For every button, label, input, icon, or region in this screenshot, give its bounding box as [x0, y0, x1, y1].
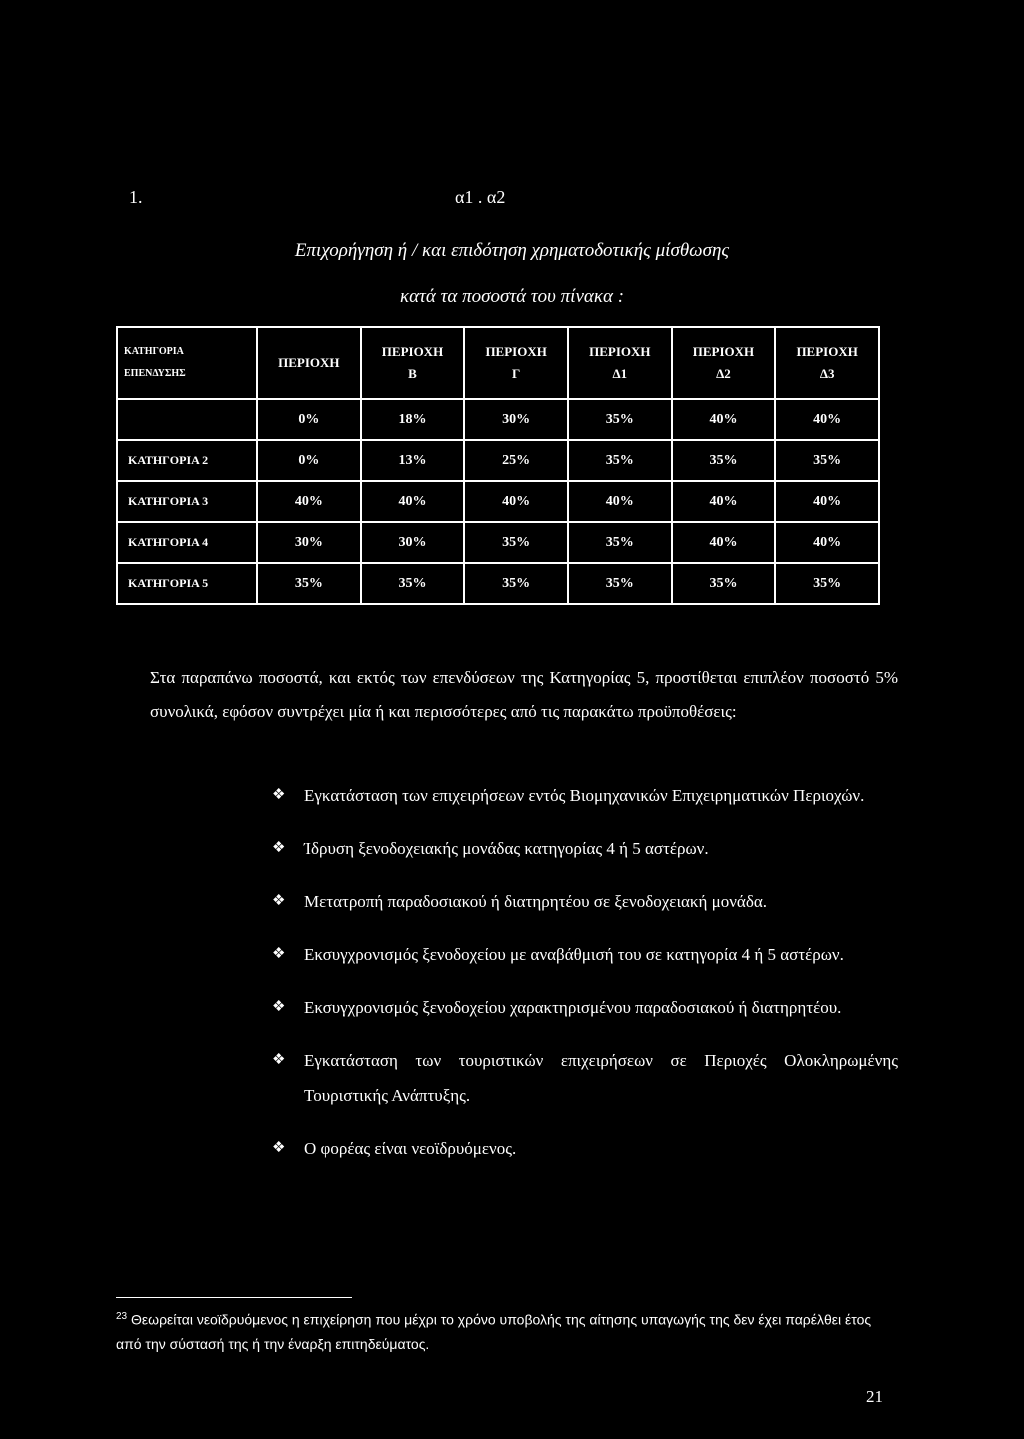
list-item-text: Εκσυγχρονισμός ξενοδοχείου με αναβάθμισή του σε κατηγορία 4 ή 5 αστέρων. [304, 945, 844, 964]
section-code: α1 . α2 [455, 187, 506, 207]
header-line2: Δ1 [612, 366, 628, 381]
header-line1: ΠΕΡΙΟΧΗ [381, 344, 444, 359]
table-row [117, 440, 879, 481]
table-row [117, 563, 879, 604]
header-line1: ΠΕΡΙΟΧΗ [692, 344, 755, 359]
rate-cell: 40% [672, 481, 776, 522]
rate-cell: 13% [361, 440, 465, 481]
rate-cell: 40% [672, 522, 776, 563]
header-line1: ΠΕΡΙΟΧΗ [796, 344, 858, 359]
list-item [272, 778, 898, 813]
header-cell [361, 327, 465, 399]
list-item [272, 1043, 898, 1113]
rate-cell: 35% [464, 563, 568, 604]
footnote-text: Θεωρείται νεοϊδρυόμενος η επιχείρηση που μέχρι το χρόνο υποβολής της αίτησης υπαγωγής της δεν έχει παρέλθει έτος από την σύστασή της ή την έναρξη επιτηδεύματος. [116, 1311, 872, 1352]
table-header-row [117, 327, 879, 399]
corner-header-line1: ΚΑΤΗΓΟΡΙΑ [124, 346, 184, 357]
list-item [272, 990, 898, 1025]
row-label: ΚΑΤΗΓΟΡΙΑ 2 [117, 440, 257, 481]
rate-cell: 30% [464, 399, 568, 440]
header-line1: ΠΕΡΙΟΧΗ [278, 355, 340, 370]
diamond-bullet-icon: ❖ [272, 840, 286, 856]
table-row [117, 522, 879, 563]
rate-cell: 35% [672, 440, 776, 481]
row-label: ΚΑΤΗΓΟΡΙΑ 5 [117, 563, 257, 604]
table-row [117, 399, 879, 440]
page-number: 21 [866, 1387, 883, 1406]
diamond-bullet-icon: ❖ [272, 999, 286, 1015]
header-cell [568, 327, 672, 399]
rate-cell: 40% [257, 481, 361, 522]
row-label: ΚΑΤΗΓΟΡΙΑ 4 [117, 522, 257, 563]
footnote [116, 1305, 876, 1356]
rate-cell: 40% [464, 481, 568, 522]
conditions-list [272, 778, 898, 1184]
rate-cell: 35% [568, 440, 672, 481]
list-item [272, 831, 898, 866]
diamond-bullet-icon: ❖ [272, 787, 286, 803]
header-line1: ΠΕΡΙΟΧΗ [485, 344, 547, 359]
corner-header-cell [117, 327, 257, 399]
section-number: 1. [129, 187, 143, 207]
header-line1: ΠΕΡΙΟΧΗ [589, 344, 651, 359]
rate-cell: 35% [568, 563, 672, 604]
list-item [272, 1131, 898, 1166]
footnote-divider [116, 1297, 352, 1298]
list-item-text: Ίδρυση ξενοδοχειακής μονάδας κατηγορίας 4 ή 5 αστέρων. [304, 839, 709, 858]
header-line2: Δ3 [819, 366, 835, 381]
header-cell [672, 327, 776, 399]
page-title: Επιχορήγηση ή / και επιδότηση χρηματοδοτικής μίσθωσης [294, 240, 730, 261]
rate-cell: 35% [568, 522, 672, 563]
rate-cell: 30% [361, 522, 465, 563]
table-row [117, 481, 879, 522]
rate-cell: 35% [775, 563, 879, 604]
rate-cell: 35% [672, 563, 776, 604]
rate-cell: 35% [464, 522, 568, 563]
rate-cell: 40% [672, 399, 776, 440]
rate-cell: 40% [775, 481, 879, 522]
row-label: ΚΑΤΗΓΟΡΙΑ 3 [117, 481, 257, 522]
row-label [117, 399, 257, 440]
header-line2: Γ [512, 366, 521, 381]
diamond-bullet-icon: ❖ [272, 946, 286, 962]
subsidy-rates-table [116, 326, 880, 605]
list-item [272, 884, 898, 919]
diamond-bullet-icon: ❖ [272, 893, 286, 909]
diamond-bullet-icon: ❖ [272, 1052, 286, 1068]
list-item-text: Μετατροπή παραδοσιακού ή διατηρητέου σε ξενοδοχειακή μονάδα. [304, 892, 768, 911]
diamond-bullet-icon: ❖ [272, 1140, 286, 1156]
rate-cell: 25% [464, 440, 568, 481]
rate-cell: 0% [257, 399, 361, 440]
corner-header-line2: ΕΠΕΝΔΥΣΗΣ [124, 368, 186, 379]
rate-cell: 40% [568, 481, 672, 522]
list-item-text: Ο φορέας είναι νεοϊδρυόμενος. [304, 1139, 517, 1158]
header-cell [257, 327, 361, 399]
header-line2: Δ2 [716, 366, 731, 381]
header-cell [775, 327, 879, 399]
list-item [272, 937, 898, 972]
rate-cell: 35% [361, 563, 465, 604]
rate-cell: 35% [775, 440, 879, 481]
list-item-text: Εγκατάσταση των επιχειρήσεων εντός Βιομηχανικών Επιχειρηματικών Περιοχών. [304, 786, 865, 805]
rate-cell: 40% [775, 522, 879, 563]
rate-cell: 18% [361, 399, 465, 440]
rate-cell: 40% [361, 481, 465, 522]
rate-cell: 35% [257, 563, 361, 604]
header-line2: Β [408, 366, 417, 381]
footnote-marker: 23 [116, 1311, 128, 1322]
rate-cell: 30% [257, 522, 361, 563]
rate-cell: 35% [568, 399, 672, 440]
conditions-intro-paragraph: Στα παραπάνω ποσοστά, και εκτός των επενδύσεων της Κατηγορίας 5, προστίθεται επιπλέον ποσοστό 5% συνολικά, εφόσον συντρέχει μία ή και περισσότερες από τις παρακάτω προϋποθέσεις: [150, 668, 898, 721]
list-item-text: Εγκατάσταση των τουριστικών επιχειρήσεων σε Περιοχές Ολοκληρωμένης Τουριστικής Ανάπτυξης. [304, 1051, 898, 1105]
rate-cell: 40% [775, 399, 879, 440]
header-cell [464, 327, 568, 399]
list-item-text: Εκσυγχρονισμός ξενοδοχείου χαρακτηρισμένου παραδοσιακού ή διατηρητέου. [304, 998, 842, 1017]
rate-cell: 0% [257, 440, 361, 481]
page-subtitle: κατά τα ποσοστά του πίνακα : [399, 286, 625, 307]
